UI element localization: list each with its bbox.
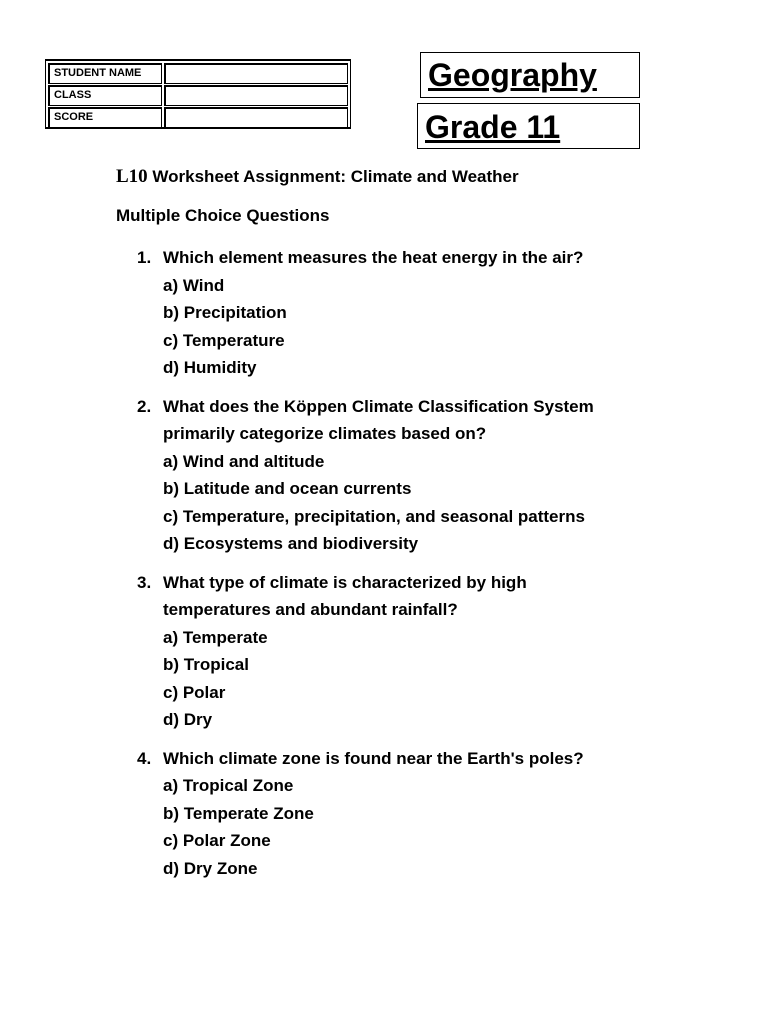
student-info-table: [45, 59, 351, 129]
question-1: [137, 244, 737, 382]
assignment-title-text: Worksheet Assignment: Climate and Weather: [147, 167, 519, 186]
answer-option: b) Tropical: [163, 655, 249, 674]
answer-option: c) Polar: [163, 682, 226, 702]
grade-title: Grade 11: [417, 103, 640, 149]
answer-option: a) Wind and altitude: [163, 451, 325, 471]
answer-option: d) Humidity: [163, 358, 257, 377]
answer-option: d) Ecosystems and biodiversity: [163, 534, 419, 553]
info-row-class: [48, 85, 348, 106]
question-text: What does the Köppen Climate Classification System primarily categorize climates based on?: [163, 396, 594, 443]
info-row-score: [48, 107, 348, 128]
answer-option: c) Temperature: [163, 330, 285, 350]
question-number: 4.: [137, 748, 152, 768]
section-heading: Multiple Choice Questions: [116, 206, 330, 225]
score-field[interactable]: [164, 107, 348, 128]
answer-option: a) Wind: [163, 275, 225, 295]
info-row-student-name: [48, 63, 348, 84]
subject-title: Geography: [420, 52, 640, 98]
answer-option: b) Latitude and ocean currents: [163, 479, 412, 498]
assignment-title: [116, 166, 519, 188]
question-4: [137, 745, 737, 883]
question-text: Which climate zone is found near the Earth's poles?: [163, 748, 584, 768]
answer-option: c) Temperature, precipitation, and seasonal patterns: [163, 506, 585, 526]
student-name-label: STUDENT NAME: [48, 63, 162, 84]
answer-option: d) Dry: [163, 710, 213, 729]
question-text: Which element measures the heat energy in the air?: [163, 248, 584, 267]
question-number: 2.: [137, 396, 152, 416]
question-list: [137, 244, 737, 893]
question-number: 1.: [137, 248, 152, 267]
lesson-code: L10: [116, 166, 148, 187]
question-3: [137, 569, 737, 734]
answer-option: b) Precipitation: [163, 303, 287, 322]
question-number: 3.: [137, 572, 152, 592]
answer-option: a) Tropical Zone: [163, 776, 294, 795]
answer-option: b) Temperate Zone: [163, 803, 314, 823]
student-name-field[interactable]: [164, 63, 348, 84]
answer-option: d) Dry Zone: [163, 858, 258, 878]
answer-option: a) Temperate: [163, 627, 268, 647]
answer-option: c) Polar Zone: [163, 831, 271, 850]
class-label: CLASS: [48, 85, 162, 106]
question-2: [137, 393, 737, 558]
class-field[interactable]: [164, 85, 348, 106]
score-label: SCORE: [48, 107, 162, 128]
question-text: What type of climate is characterized by high temperatures and abundant rainfall?: [163, 572, 527, 619]
